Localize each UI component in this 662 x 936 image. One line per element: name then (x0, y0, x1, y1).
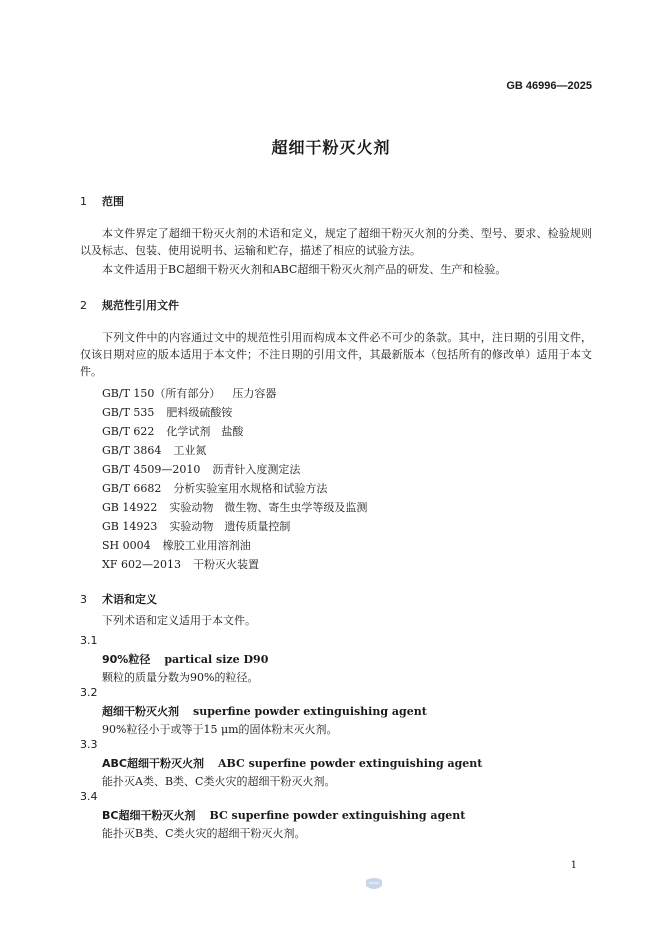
term-heading (102, 703, 427, 719)
section-number: 3 (80, 593, 87, 606)
reference-title: 工业氮 (173, 444, 207, 457)
section-title: 术语和定义 (102, 593, 157, 606)
term-definition: 能扑灭B类、C类火灾的超细干粉灭火剂。 (102, 827, 306, 840)
reference-code: GB/T 150（所有部分） (102, 387, 221, 400)
section-1-paragraph: 本文件适用于BC超细干粉灭火剂和ABC超细干粉灭火剂产品的研发、生产和检验。 (102, 263, 507, 276)
term-heading (102, 755, 482, 771)
reference-title: 实验动物 遗传质量控制 (169, 520, 291, 533)
section-number: 1 (80, 195, 87, 208)
watermark-logo-icon (364, 876, 384, 890)
term-english: BC superfine powder extinguishing agent (209, 809, 466, 822)
term-chinese: 超细干粉灭火剂 (102, 705, 179, 718)
standard-code: GB 46996—2025 (506, 80, 592, 92)
reference-item (102, 518, 290, 534)
reference-code: GB/T 6682 (102, 482, 162, 495)
reference-item (102, 423, 243, 439)
reference-title: 橡胶工业用溶剂油 (162, 539, 251, 552)
section-number: 2 (80, 299, 87, 312)
page-number: 1 (570, 860, 577, 871)
term-number: 3.4 (80, 790, 98, 803)
reference-code: XF 602—2013 (102, 558, 181, 571)
term-definition: 颗粒的质量分数为90%的粒径。 (102, 671, 259, 684)
reference-title: 分析实验室用水规格和试验方法 (173, 482, 328, 495)
term-chinese: 90%粒径 (102, 653, 151, 666)
reference-code: GB/T 535 (102, 406, 155, 419)
term-number: 3.2 (80, 686, 98, 699)
reference-item (102, 499, 367, 515)
document-title: 超细干粉灭火剂 (271, 138, 391, 157)
reference-title: 压力容器 (232, 387, 277, 400)
reference-title: 沥青针入度测定法 (212, 463, 301, 476)
reference-code: GB 14923 (102, 520, 158, 533)
reference-item (102, 556, 259, 572)
reference-title: 化学试剂 盐酸 (166, 425, 244, 438)
term-english: superfine powder extinguishing agent (193, 705, 427, 718)
term-chinese: ABC超细干粉灭火剂 (102, 757, 204, 770)
term-heading (102, 651, 268, 667)
term-heading (102, 807, 465, 823)
section-3-heading (80, 591, 157, 607)
reference-title: 肥料级硫酸铵 (166, 406, 233, 419)
term-number: 3.1 (80, 634, 98, 647)
term-number: 3.3 (80, 738, 98, 751)
reference-code: GB/T 4509—2010 (102, 463, 201, 476)
section-title: 范围 (102, 195, 124, 208)
section-2-heading (80, 297, 179, 313)
reference-item (102, 404, 232, 420)
reference-code: GB 14922 (102, 501, 158, 514)
term-chinese: BC超细干粉灭火剂 (102, 809, 196, 822)
section-title: 规范性引用文件 (102, 299, 179, 312)
reference-title: 干粉灭火装置 (192, 558, 259, 571)
reference-code: GB/T 3864 (102, 444, 162, 457)
reference-item (102, 537, 251, 553)
term-english: ABC superfine powder extinguishing agent (217, 757, 483, 770)
term-english: partical size D90 (164, 653, 269, 666)
reference-item (102, 385, 276, 401)
reference-item (102, 480, 327, 496)
section-1-heading (80, 193, 124, 209)
reference-code: SH 0004 (102, 539, 151, 552)
term-definition: 90%粒径小于或等于15 μm的固体粉末灭火剂。 (102, 723, 338, 736)
term-definition: 能扑灭A类、B类、C类火灾的超细干粉灭火剂。 (102, 775, 336, 788)
section-2-intro: 下列文件中的内容通过文中的规范性引用而构成本文件必不可少的条款。其中，注日期的引用文件，仅该日期对应的版本适用于本文件；不注日期的引用文件，其最新版本（包括所有的修改单）适用于本文件。 (80, 331, 592, 378)
reference-code: GB/T 622 (102, 425, 155, 438)
reference-item (102, 461, 300, 477)
section-3-intro: 下列术语和定义适用于本文件。 (102, 614, 256, 627)
section-1-paragraph: 本文件界定了超细干粉灭火剂的术语和定义，规定了超细干粉灭火剂的分类、型号、要求、检验规则以及标志、包装、使用说明书、运输和贮存，描述了相应的试验方法。 (80, 227, 592, 257)
reference-item (102, 442, 206, 458)
reference-title: 实验动物 微生物、寄生虫学等级及监测 (169, 501, 368, 514)
